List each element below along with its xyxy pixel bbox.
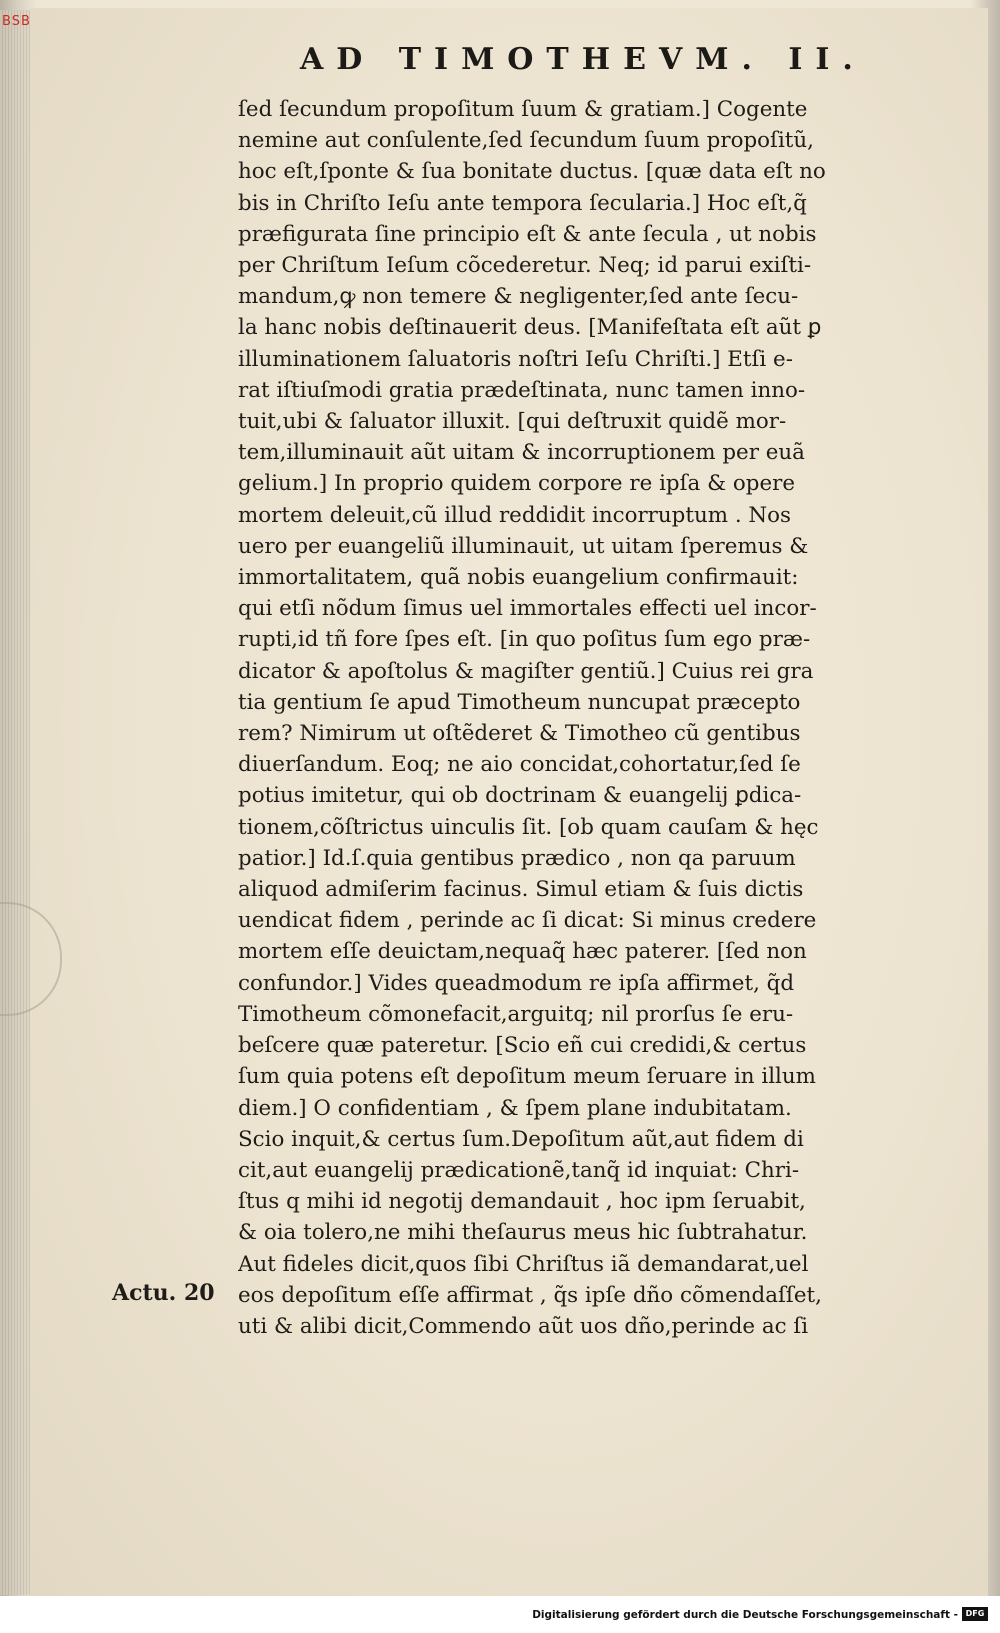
text-line: diem.] O confidentiam , & ſpem plane indubitatam. — [238, 1095, 792, 1121]
margin-note: Actu. 20 — [112, 1280, 215, 1306]
text-line: ſtus q mihi id negotij demandauit , hoc ipm ſeruabit, — [238, 1189, 806, 1215]
text-line: dicator & apoſtolus & magiſter gentiũ.] Cuius rei gra — [238, 658, 814, 684]
text-line: ſum quia potens eſt depoſitum meum ſeruare in illum — [238, 1064, 816, 1090]
text-line: aliquod admiſerim facinus. Simul etiam & ſuis dictis — [238, 877, 804, 903]
text-line: rem? Nimirum ut oſtẽderet & Timotheo cũ gentibus — [238, 721, 801, 747]
body-text — [238, 94, 908, 1342]
text-line: tem,illuminauit aũt uitam & incorruptionem per euã — [238, 440, 805, 466]
text-line: illuminationem ſaluatoris noſtri Ieſu Chriſti.] Etſi e- — [238, 346, 793, 372]
text-line: mortem eſſe deuictam,nequaq̃ hæc paterer. [ſed non — [238, 939, 807, 965]
dfg-logo: DFG — [962, 1607, 988, 1621]
text-line: bis in Chriſto Ieſu ante tempora ſecularia.] Hoc eſt,q̃ — [238, 190, 807, 216]
text-line: hoc eſt,ſponte & ſua bonitate ductus. [quæ data eſt no — [238, 159, 826, 185]
text-line: uti & alibi dicit,Commendo aũt uos dño,perinde ac ſi — [238, 1313, 809, 1339]
text-line: diuerſandum. Eoq; ne aio concidat,cohortatur,ſed ſe — [238, 752, 801, 778]
text-line: tia gentium ſe apud Timotheum nuncupat præcepto — [238, 689, 801, 715]
text-line: qui etſi nõdum ſimus uel immortales effecti uel incor- — [238, 596, 817, 622]
running-head: AD TIMOTHEVM. II. — [300, 42, 866, 77]
text-line: nemine aut conſulente,ſed ſecundum ſuum propoſitũ, — [238, 128, 814, 154]
text-line: confundor.] Vides queadmodum re ipſa affirmet, q̃d — [238, 970, 795, 996]
text-line: immortalitatem, quã nobis euangelium confirmauit: — [238, 565, 799, 591]
text-line: potius imitetur, qui ob doctrinam & euangelij ꝑdica- — [238, 783, 802, 809]
library-stamp: BSB — [2, 14, 31, 29]
text-line: beſcere quæ pateretur. [Scio eñ cui credidi,& certus — [238, 1033, 807, 1059]
text-line: rupti,id tñ fore ſpes eſt. [in quo poſitus ſum ego præ- — [238, 627, 811, 653]
text-line: ſed ſecundum propoſitum ſuum & gratiam.] Cogente — [238, 97, 808, 122]
text-line: præfigurata ſine principio eſt & ante ſecula , ut nobis — [238, 221, 817, 247]
text-line: eos depoſitum eſſe affirmat , q̃s ipſe dño cõmendaſſet, — [238, 1282, 822, 1308]
text-line: uendicat fidem , perinde ac ſi dicat: Si minus credere — [238, 908, 817, 934]
text-line: rat iſtiuſmodi gratia prædeſtinata, nunc tamen inno- — [238, 377, 806, 403]
text-line: Timotheum cõmonefacit,arguitq; nil prorſus ſe eru- — [238, 1001, 794, 1027]
text-line: gelium.] In proprio quidem corpore re ipſa & opere — [238, 471, 796, 497]
text-line: la hanc nobis deſtinauerit deus. [Manifeſtata eſt aũt ꝑ — [238, 315, 822, 341]
text-line: & oia tolero,ne mihi theſaurus meus hic ſubtrahatur. — [238, 1220, 808, 1246]
text-line: mortem deleuit,cũ illud reddidit incorruptum . Nos — [238, 502, 792, 528]
text-line: Scio inquit,& certus ſum.Depoſitum aũt,aut fidem di — [238, 1126, 804, 1152]
text-line: uero per euangeliũ illuminauit, ut uitam ſperemus & — [238, 533, 809, 559]
funding-footer: Digitalisierung gefördert durch die Deutsche Forschungsgemeinschaft - — [532, 1609, 958, 1621]
text-line: Aut fideles dicit,quos ſibi Chriſtus iã demandarat,uel — [238, 1251, 809, 1277]
text-line: tionem,cõſtrictus uinculis ſit. [ob quam cauſam & hęc — [238, 814, 819, 840]
text-line: patior.] Id.ſ.quia gentibus prædico , non qa paruum — [238, 845, 796, 871]
text-line: per Chriſtum Ieſum cõcederetur. Neq; id parui exiſti- — [238, 253, 812, 279]
text-line: mandum,ꝙ non temere & negligenter,ſed ante ſecu- — [238, 284, 799, 310]
text-line: cit,aut euangelij prædicationẽ,tanq̃ id inquiat: Chri- — [238, 1157, 800, 1183]
text-line: tuit,ubi & ſaluator illuxit. [qui deſtruxit quidẽ mor- — [238, 409, 787, 435]
